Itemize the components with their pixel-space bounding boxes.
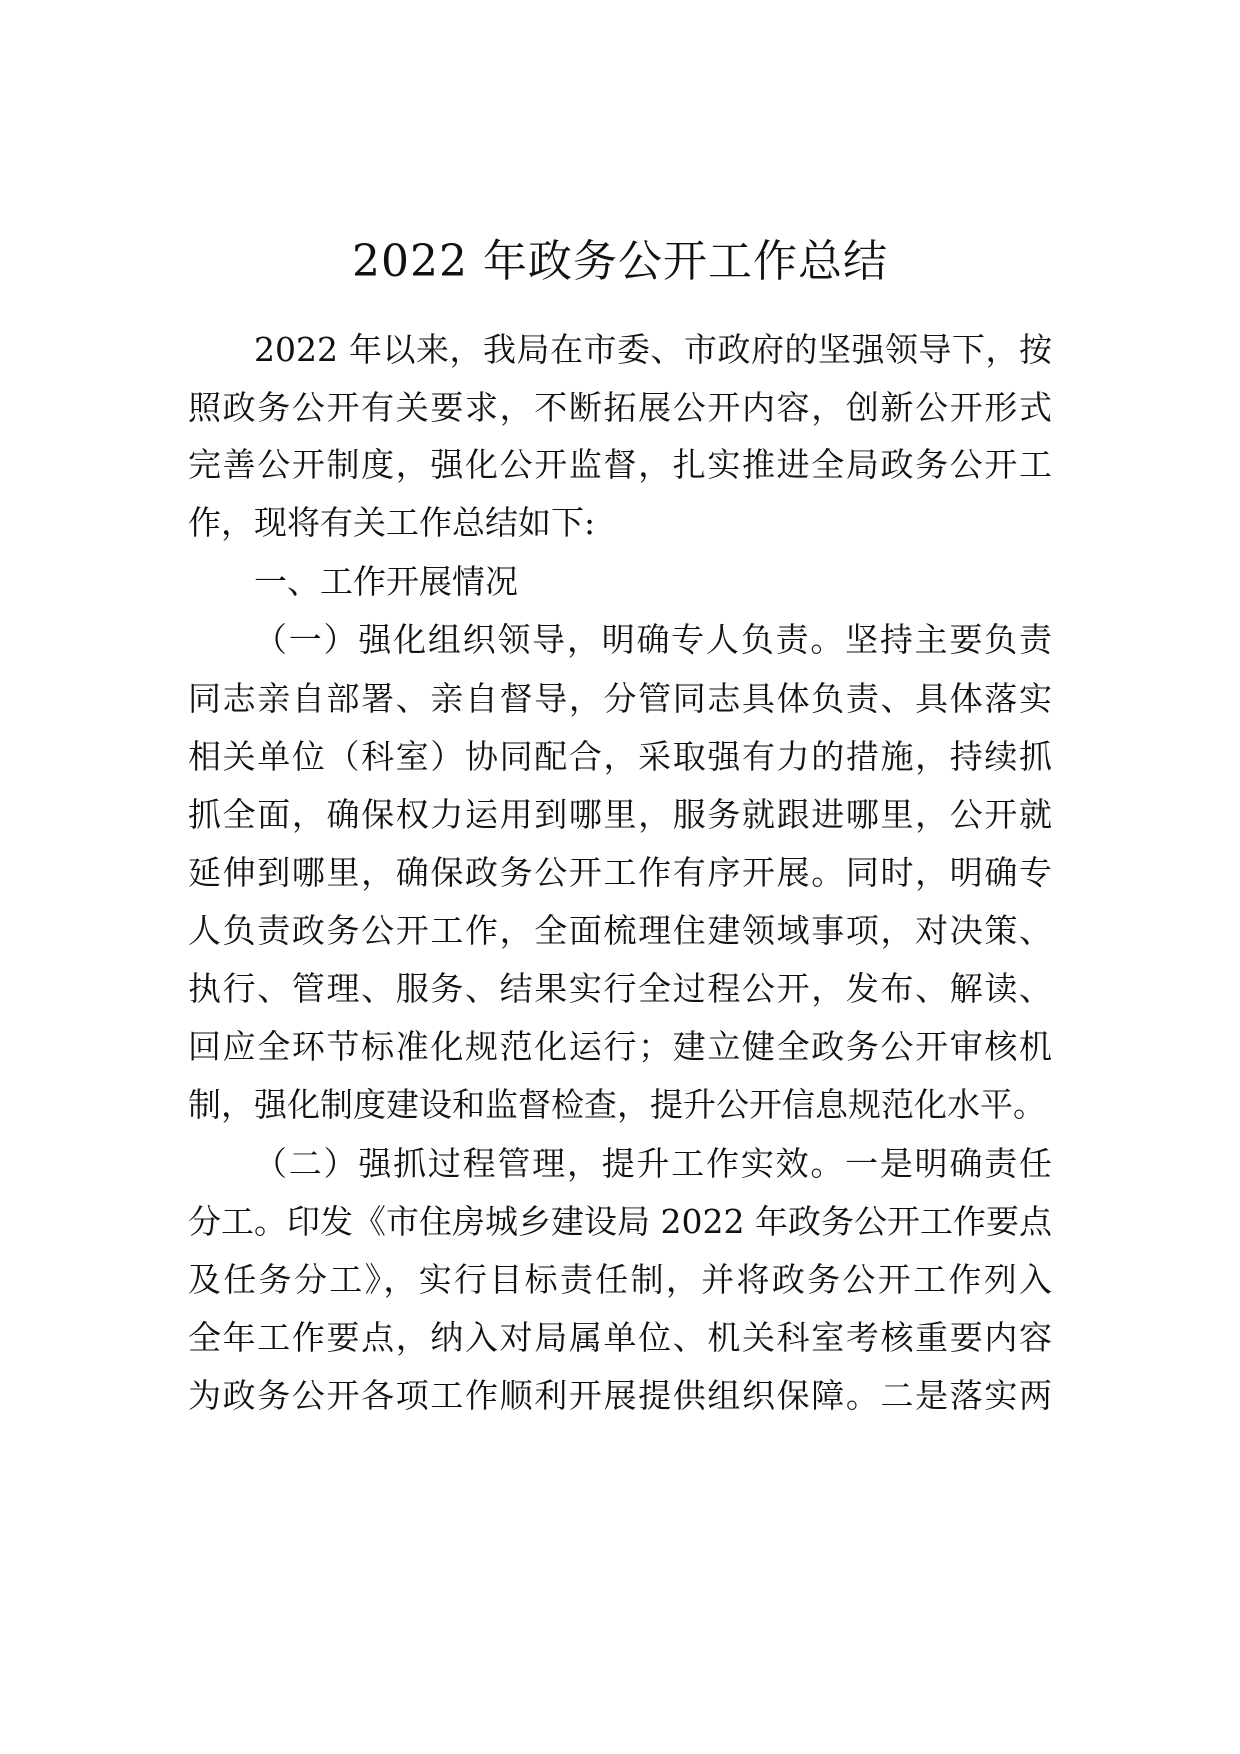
paragraph-line: 完善公开制度，强化公开监督，扎实推进全局政务公开工	[188, 445, 1052, 484]
section-heading: 一、工作开展情况	[254, 562, 518, 601]
paragraph-line: 同志亲自部署、亲自督导，分管同志具体负责、具体落实	[188, 679, 1052, 718]
paragraph-line: 抓全面，确保权力运用到哪里，服务就跟进哪里，公开就	[188, 795, 1052, 834]
paragraph-line: 全年工作要点，纳入对局属单位、机关科室考核重要内容	[188, 1318, 1052, 1357]
paragraph-line: 制，强化制度建设和监督检查，提升公开信息规范化水平。	[188, 1085, 1046, 1124]
paragraph-line: 为政务公开各项工作顺利开展提供组织保障。二是落实两	[188, 1376, 1052, 1415]
paragraph-line: 2022 年以来，我局在市委、市政府的坚强领导下，按	[254, 330, 1052, 369]
paragraph-line: 分工。印发《市住房城乡建设局 2022 年政务公开工作要点	[188, 1202, 1052, 1241]
document-title: 2022 年政务公开工作总结	[352, 236, 888, 287]
paragraph-line: 作，现将有关工作总结如下:	[188, 503, 596, 542]
paragraph-line: （二）强抓过程管理，提升工作实效。一是明确责任	[254, 1144, 1052, 1183]
paragraph-line: 延伸到哪里，确保政务公开工作有序开展。同时，明确专	[188, 853, 1052, 892]
paragraph-line: 人负责政务公开工作，全面梳理住建领域事项，对决策、	[188, 911, 1052, 950]
paragraph-line: 相关单位（科室）协同配合，采取强有力的措施，持续抓	[188, 737, 1052, 776]
paragraph-line: 照政务公开有关要求，不断拓展公开内容，创新公开形式	[188, 388, 1052, 427]
paragraph-line: （一）强化组织领导，明确专人负责。坚持主要负责	[254, 620, 1052, 659]
paragraph-line: 执行、管理、服务、结果实行全过程公开，发布、解读、	[188, 969, 1052, 1008]
paragraph-line: 回应全环节标准化规范化运行；建立健全政务公开审核机	[188, 1027, 1052, 1066]
paragraph-line: 及任务分工》，实行目标责任制，并将政务公开工作列入	[188, 1260, 1052, 1299]
